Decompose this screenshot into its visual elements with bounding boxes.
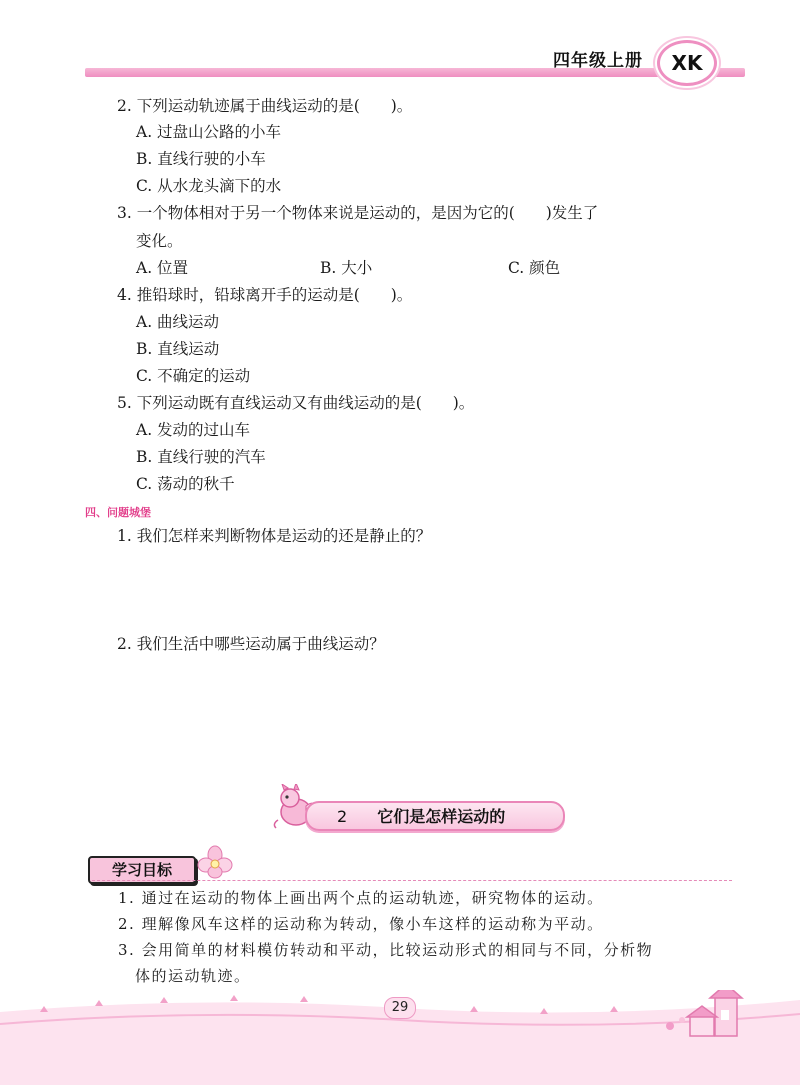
- question-2-stem: 2. 下列运动轨迹属于曲线运动的是( )。: [117, 97, 413, 115]
- question-5-option-c: C. 荡动的秋千: [136, 475, 235, 493]
- question-3-stem-cont: 变化。: [136, 232, 183, 250]
- question-2-option-c: C. 从水龙头滴下的水: [136, 177, 282, 195]
- chapter-title: [337, 804, 505, 827]
- question-4-option-c: C. 不确定的运动: [136, 367, 251, 385]
- learning-goals-divider: [92, 880, 732, 881]
- question-3-option-c: C. 颜色: [508, 259, 561, 277]
- section-4-question-2: 2. 我们生活中哪些运动属于曲线运动？: [117, 635, 385, 653]
- edition-badge: [657, 40, 717, 86]
- question-4-option-b: B. 直线运动: [136, 340, 220, 358]
- learning-goal-3: 3. 会用简单的材料模仿转动和平动，比较运动形式的相同与不同，分析物: [118, 941, 654, 959]
- section-4-question-1: 1. 我们怎样来判断物体是运动的还是静止的？: [117, 527, 432, 545]
- question-5-option-a: A. 发动的过山车: [136, 421, 251, 439]
- edition-badge-text: XK: [671, 51, 703, 75]
- header-bar: [85, 68, 745, 77]
- learning-goal-3-cont: 体的运动轨迹。: [135, 967, 251, 985]
- question-3-option-a: A. 位置: [136, 259, 189, 277]
- learning-goal-1: 1. 通过在运动的物体上画出两个点的运动轨迹，研究物体的运动。: [118, 889, 604, 907]
- question-4-stem: 4. 推铅球时，铅球离开手的运动是( )。: [117, 286, 413, 304]
- question-3-stem: 3. 一个物体相对于另一个物体来说是运动的，是因为它的( )发生了: [117, 204, 599, 222]
- question-4-option-a: A. 曲线运动: [136, 313, 220, 331]
- flower-icon: [196, 845, 234, 881]
- question-2-option-a: A. 过盘山公路的小车: [136, 123, 282, 141]
- page-number-text: 29: [391, 1000, 409, 1015]
- question-3-option-b: B. 大小: [320, 259, 373, 277]
- section-4-heading: 四、问题城堡: [85, 506, 151, 519]
- learning-goal-2: 2. 理解像风车这样的运动称为转动，像小车这样的运动称为平动。: [118, 915, 604, 933]
- grade-label: 四年级上册: [553, 51, 643, 71]
- question-5-stem: 5. 下列运动既有直线运动又有曲线运动的是( )。: [117, 394, 475, 412]
- question-5-option-b: B. 直线行驶的汽车: [136, 448, 266, 466]
- page-number: [384, 997, 416, 1019]
- question-2-option-b: B. 直线行驶的小车: [136, 150, 266, 168]
- learning-goals-label: 学习目标: [111, 861, 172, 879]
- chapter-number: 2: [337, 807, 348, 826]
- chapter-title-text: 它们是怎样运动的: [377, 807, 506, 826]
